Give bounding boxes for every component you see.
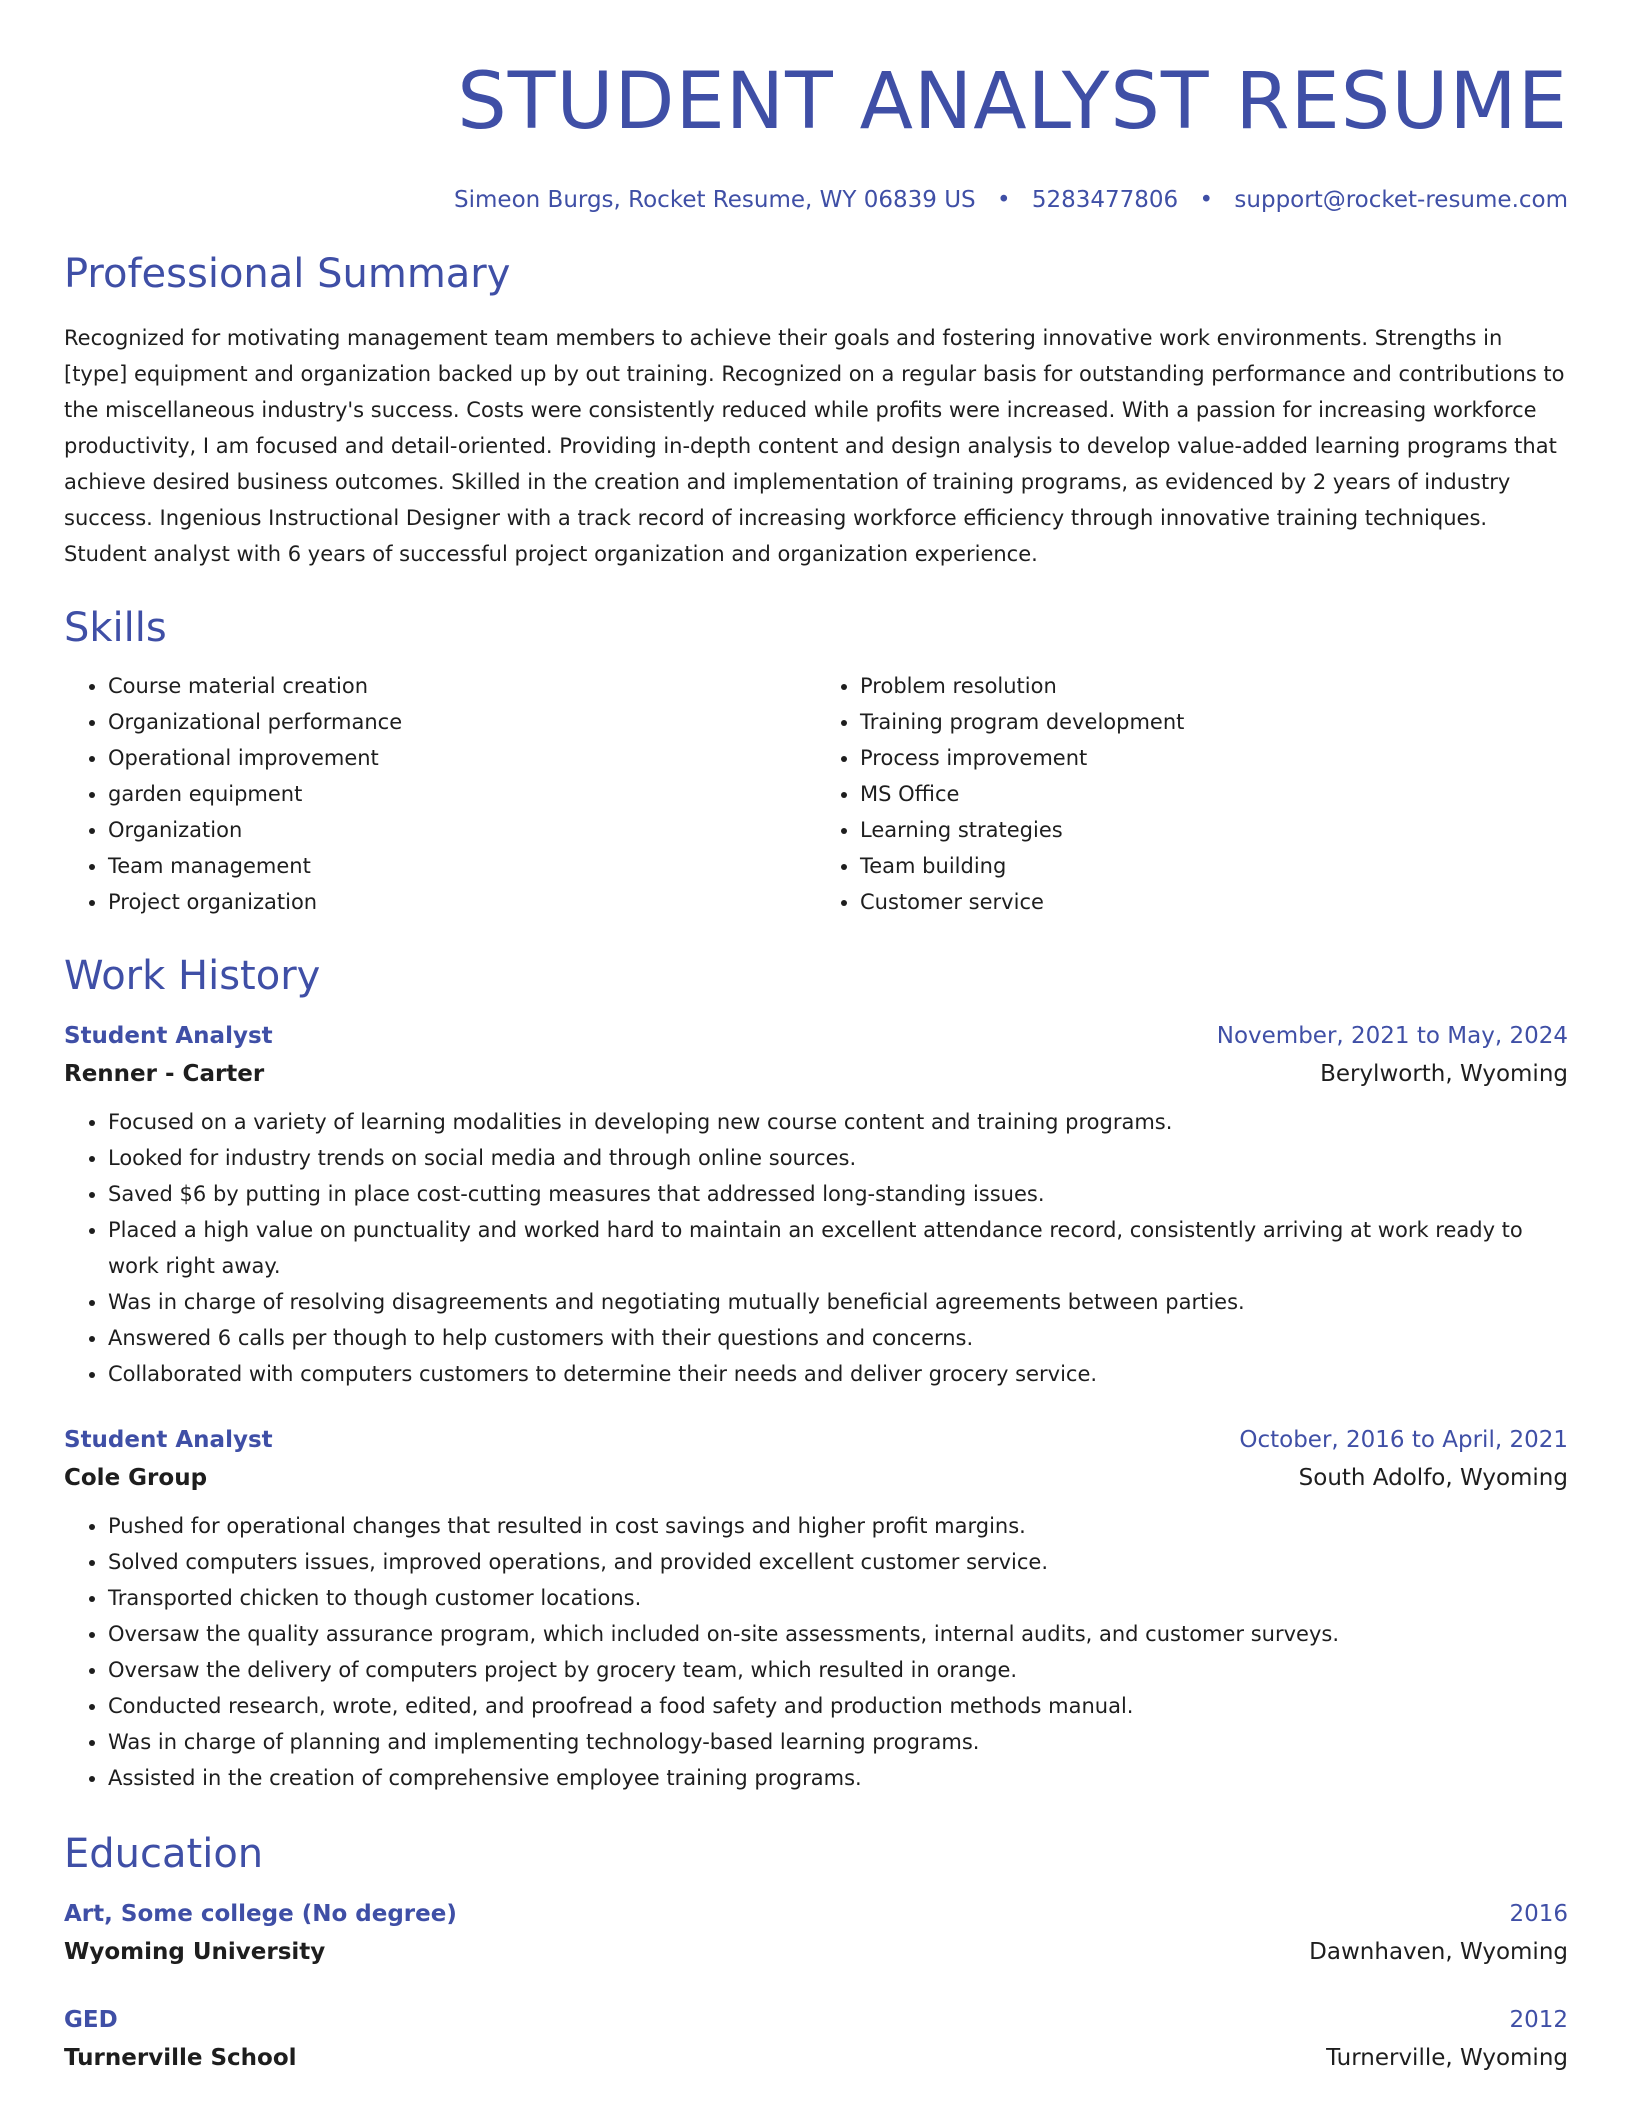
job-bullet: • Answered 6 calls per though to help customers with their questions and concerns. — [108, 1320, 1568, 1356]
job-dates: October, 2016 to April, 2021 — [1239, 1427, 1568, 1453]
contact-phone: 5283477806 — [1031, 187, 1179, 213]
education-location: Turnerville, Wyoming — [1326, 2045, 1568, 2071]
job-bullet: • Was in charge of resolving disagreements and negotiating mutually beneficial agreements between parties. — [108, 1284, 1568, 1320]
contact-email: support@rocket-resume.com — [1234, 187, 1568, 213]
skill-item: • Team management — [108, 848, 816, 884]
skill-item: • Learning strategies — [860, 812, 1568, 848]
skills-grid — [64, 668, 1568, 920]
education-year: 2016 — [1509, 1901, 1568, 1927]
skills-list-right — [816, 668, 1568, 920]
education-heading: Education — [64, 1831, 264, 1877]
work-history-heading: Work History — [64, 953, 321, 999]
job-bullet: • Assisted in the creation of comprehensive employee training programs. — [108, 1760, 1568, 1796]
job-company-row — [64, 1054, 1568, 1094]
education-degree: Art, Some college (No degree) — [64, 1901, 457, 1927]
job-title-row — [64, 1422, 1568, 1458]
job-bullet: • Saved $6 by putting in place cost-cutting measures that addressed long-standing issues. — [108, 1176, 1568, 1212]
skill-item: • Customer service — [860, 884, 1568, 920]
job-bullet: • Oversaw the quality assurance program, which included on-site assessments, internal audits, and customer surveys. — [108, 1616, 1568, 1652]
work-history-section — [64, 948, 1568, 1796]
job-bullet: • Was in charge of planning and implementing technology-based learning programs. — [108, 1724, 1568, 1760]
job-role: Student Analyst — [64, 1023, 273, 1049]
summary-section — [64, 246, 1568, 572]
education-section — [64, 1826, 1568, 2078]
job-bullet: • Looked for industry trends on social media and through online sources. — [108, 1140, 1568, 1176]
skill-item: • garden equipment — [108, 776, 816, 812]
job-bullets — [64, 1104, 1568, 1392]
job-entry — [64, 1018, 1568, 1392]
education-entry — [64, 1896, 1568, 1972]
education-school-row — [64, 2038, 1568, 2078]
education-school: Turnerville School — [64, 2045, 297, 2071]
job-bullet: • Pushed for operational changes that resulted in cost savings and higher profit margins. — [108, 1508, 1568, 1544]
skill-item: • Problem resolution — [860, 668, 1568, 704]
education-year: 2012 — [1509, 2007, 1568, 2033]
job-title-row — [64, 1018, 1568, 1054]
job-company-row — [64, 1458, 1568, 1498]
education-location: Dawnhaven, Wyoming — [1309, 1939, 1568, 1965]
skill-item: • Training program development — [860, 704, 1568, 740]
skill-item: • Operational improvement — [108, 740, 816, 776]
job-bullet: • Focused on a variety of learning modalities in developing new course content and training programs. — [108, 1104, 1568, 1140]
job-bullet: • Placed a high value on punctuality and worked hard to maintain an excellent attendance record, consistently arriving at work ready to work right away. — [108, 1212, 1568, 1284]
skills-list-left — [64, 668, 816, 920]
job-bullets — [64, 1508, 1568, 1796]
education-school: Wyoming University — [64, 1939, 326, 1965]
summary-heading: Professional Summary — [64, 251, 511, 297]
job-company: Renner - Carter — [64, 1061, 265, 1087]
job-bullet: • Conducted research, wrote, edited, and proofread a food safety and production methods manual. — [108, 1688, 1568, 1724]
resume-header — [64, 0, 1568, 218]
job-company: Cole Group — [64, 1465, 208, 1491]
education-entry — [64, 2002, 1568, 2078]
summary-text: Recognized for motivating management team members to achieve their goals and fostering innovative work environments. Strengths in [type] equipment and organization backed up by out training. Recognized on a regular basis for outstanding performance and contributions to the miscellaneous industry's success. Costs were consistently reduced while profits were increased. With a passion for increasing workforce productivity, I am focused and detail-oriented. Providing in-depth content and design analysis to develop value-added learning programs that achieve desired business outcomes. Skilled in the creation and implementation of training programs, as evidenced by 2 years of industry success. Ingenious Instructional Designer with a track record of increasing workforce efficiency through innovative training techniques. Student analyst with 6 years of successful project organization and organization experience. — [64, 326, 1565, 566]
job-bullet: • Transported chicken to though customer locations. — [108, 1580, 1568, 1616]
job-location: Berylworth, Wyoming — [1320, 1061, 1568, 1087]
skill-item: • Process improvement — [860, 740, 1568, 776]
skills-heading: Skills — [64, 605, 167, 651]
job-entry — [64, 1422, 1568, 1796]
contact-separator: • — [996, 187, 1011, 213]
skills-section — [64, 600, 1568, 920]
job-location: South Adolfo, Wyoming — [1298, 1465, 1568, 1491]
skill-item: • Organization — [108, 812, 816, 848]
education-degree-row — [64, 1896, 1568, 1932]
skill-item: • Course material creation — [108, 668, 816, 704]
job-bullet: • Oversaw the delivery of computers project by grocery team, which resulted in orange. — [108, 1652, 1568, 1688]
education-degree-row — [64, 2002, 1568, 2038]
job-role: Student Analyst — [64, 1427, 273, 1453]
skill-item: • MS Office — [860, 776, 1568, 812]
job-dates: November, 2021 to May, 2024 — [1216, 1023, 1568, 1049]
contact-address: Simeon Burgs, Rocket Resume, WY 06839 US — [454, 187, 976, 213]
skill-item: • Organizational performance — [108, 704, 816, 740]
contact-separator: • — [1199, 187, 1214, 213]
job-bullet: • Collaborated with computers customers to determine their needs and deliver grocery service. — [108, 1356, 1568, 1392]
job-bullet: • Solved computers issues, improved operations, and provided excellent customer service. — [108, 1544, 1568, 1580]
education-school-row — [64, 1932, 1568, 1972]
resume-title: STUDENT ANALYST RESUME — [457, 57, 1568, 147]
skill-item: • Team building — [860, 848, 1568, 884]
contact-line — [64, 182, 1568, 218]
education-degree: GED — [64, 2007, 118, 2033]
skill-item: • Project organization — [108, 884, 816, 920]
